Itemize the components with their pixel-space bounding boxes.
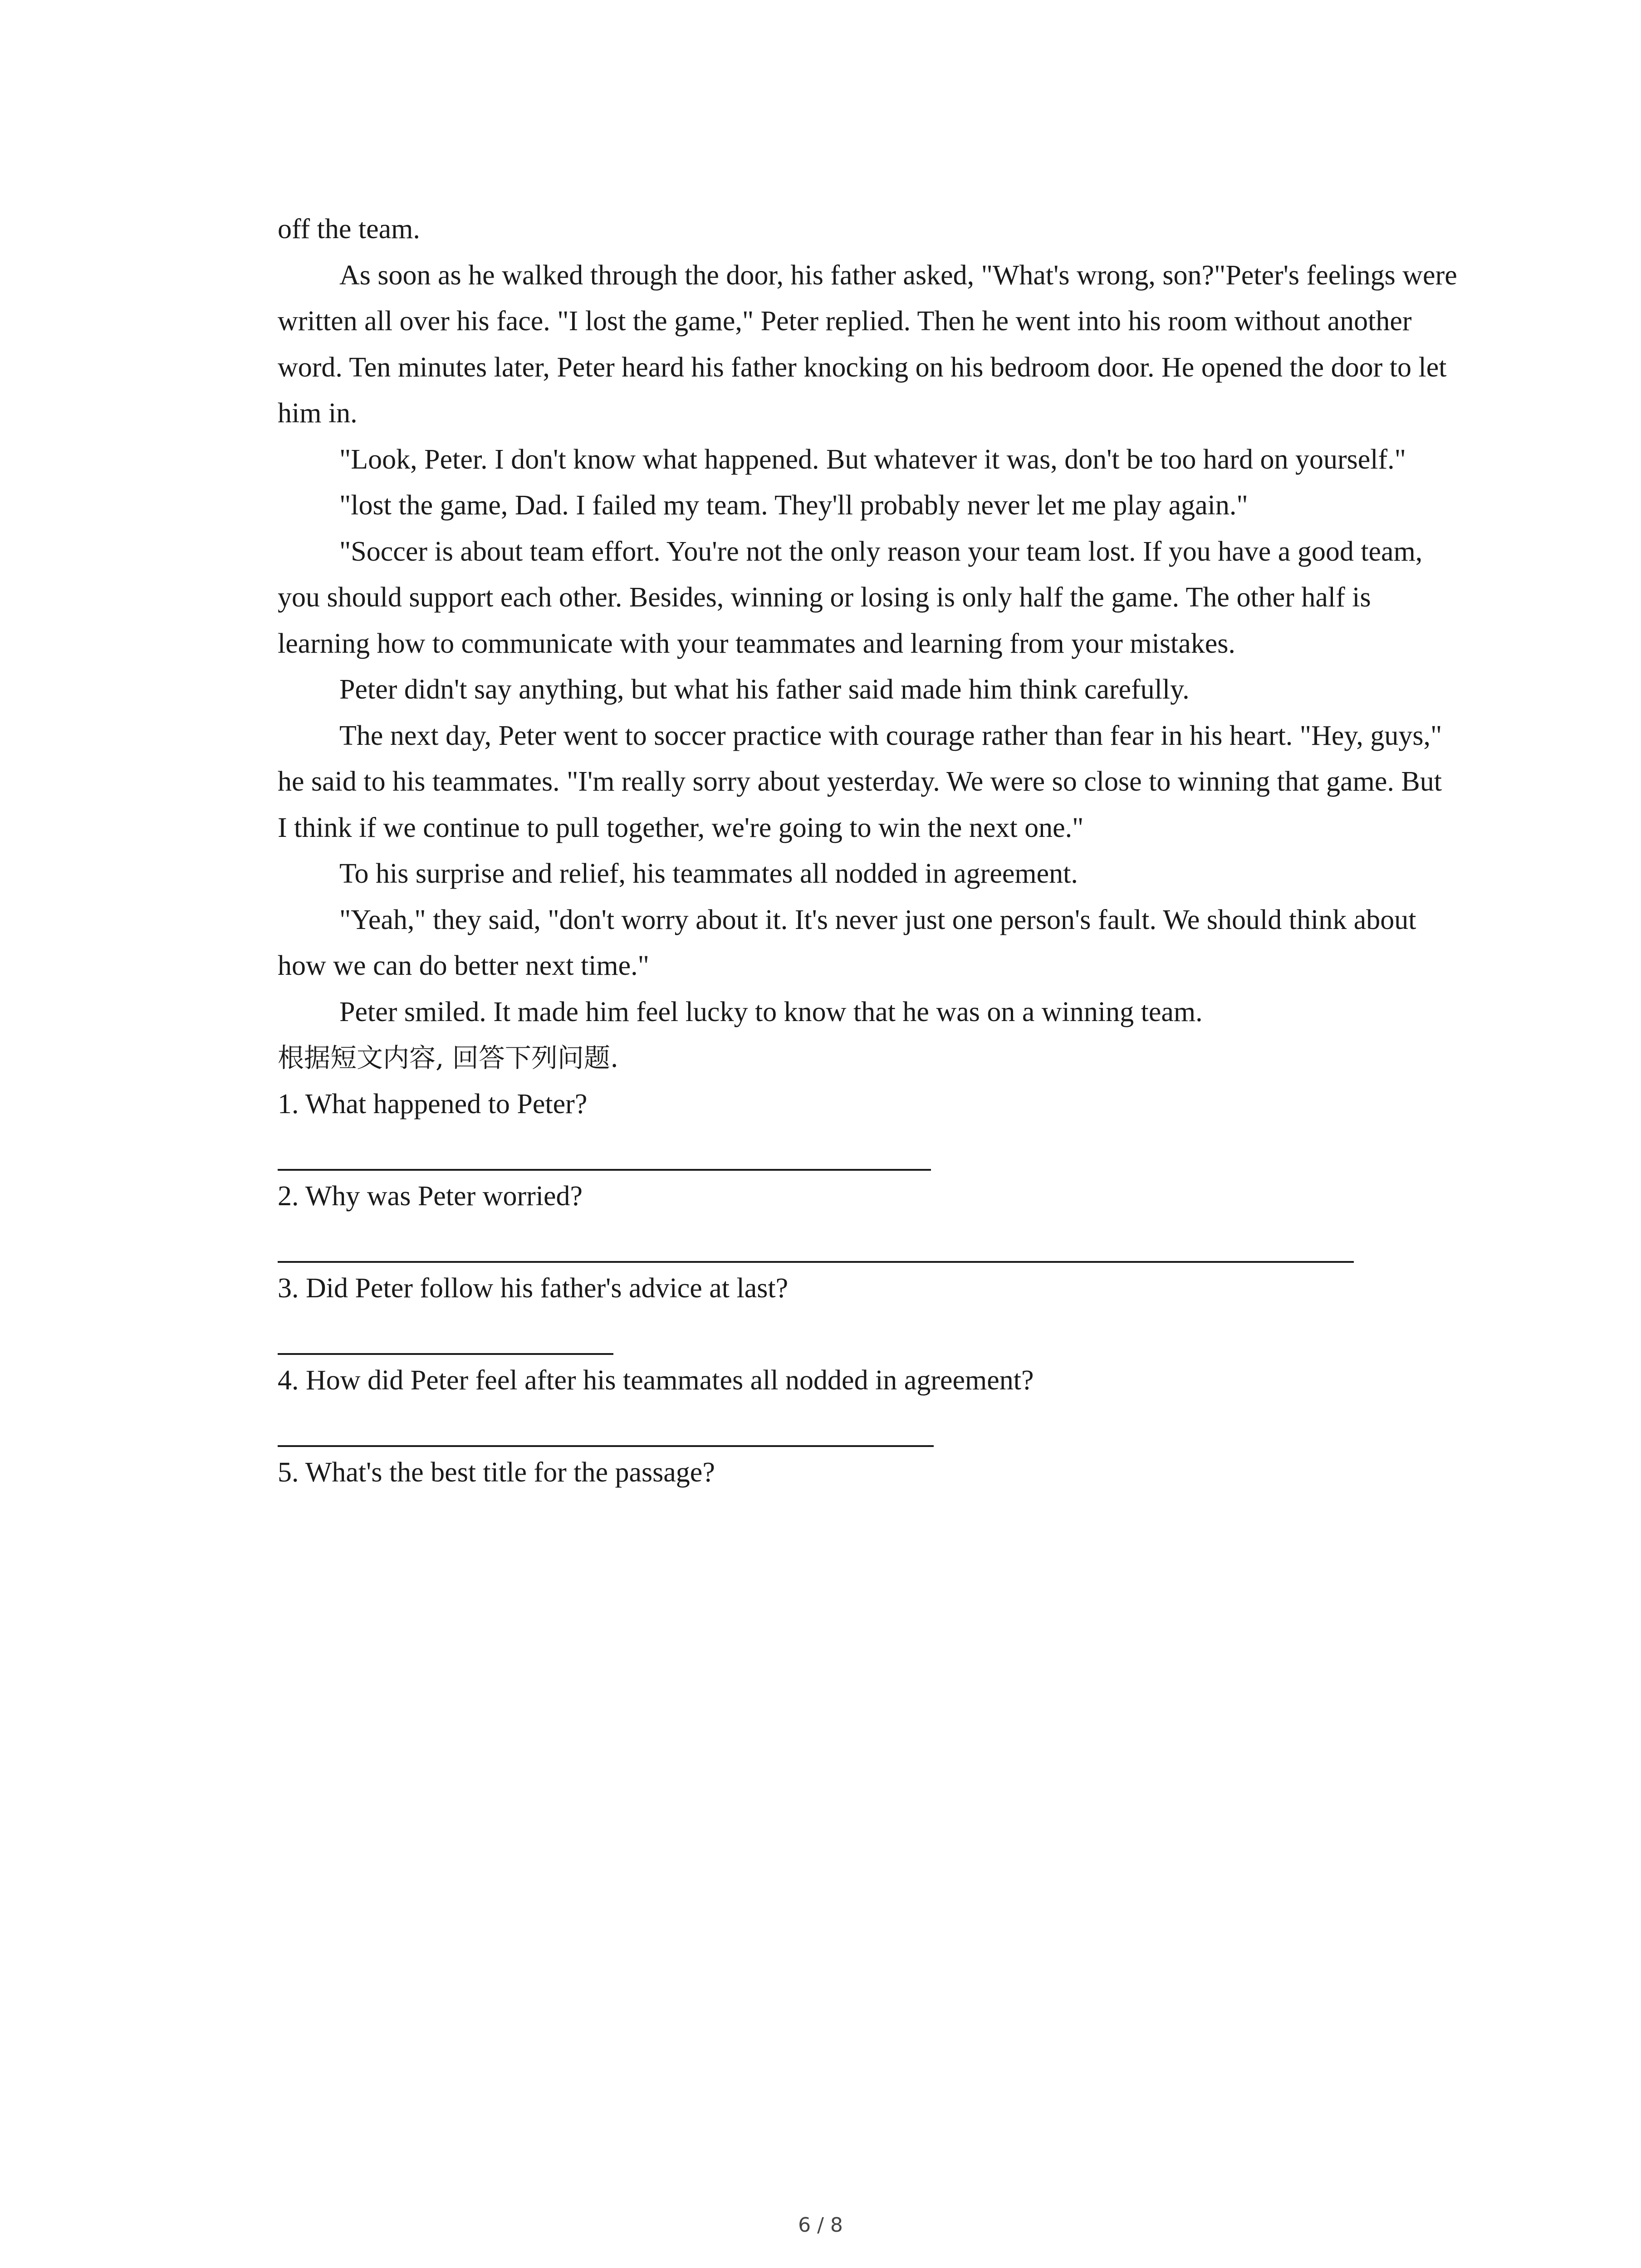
passage-paragraph: As soon as he walked through the door, his father asked, "What's wrong, son?"Peter's feelings were written all over his face. "I lost the game," Peter replied. Then he went into his room without another word. Ten minutes later, Peter heard his father knocking on his bedroom door. He opened the door to let him in. bbox=[278, 259, 1457, 429]
passage-paragraph: "lost the game, Dad. I failed my team. They'll probably never let me play again." bbox=[339, 490, 1248, 521]
instruction: 根据短文内容, 回答下列问题. bbox=[278, 1042, 619, 1073]
answer-underline bbox=[278, 1261, 1354, 1263]
content-area bbox=[278, 206, 1457, 1496]
passage-paragraph: The next day, Peter went to soccer practice with courage rather than fear in his heart. "Hey, guys," he said to his teammates. "I'm really sorry about yesterday. We were so close to winning that game. But I think if we continue to pull together, we're going to win the next one." bbox=[278, 720, 1442, 843]
answer-underline bbox=[278, 1169, 931, 1171]
questions bbox=[278, 1081, 1457, 1496]
answer-line-3[interactable] bbox=[278, 1311, 1457, 1358]
answer-line-4[interactable] bbox=[278, 1403, 1457, 1450]
passage-paragraph: Peter didn't say anything, but what his father said made him think carefully. bbox=[339, 674, 1190, 705]
answer-underline bbox=[278, 1445, 934, 1447]
passage-paragraph: off the team. bbox=[278, 214, 420, 244]
answer-underline bbox=[278, 1353, 613, 1355]
question-5: 5. What's the best title for the passage? bbox=[278, 1457, 715, 1488]
passage-paragraph: To his surprise and relief, his teammates all nodded in agreement. bbox=[339, 858, 1078, 889]
answer-line-1[interactable] bbox=[278, 1127, 1457, 1173]
answer-line-2[interactable] bbox=[278, 1219, 1457, 1266]
passage-paragraph: Peter smiled. It made him feel lucky to know that he was on a winning team. bbox=[339, 996, 1203, 1027]
page-number: 6 / 8 bbox=[798, 2214, 843, 2237]
question-4: 4. How did Peter feel after his teammates all nodded in agreement? bbox=[278, 1364, 1034, 1396]
question-1: 1. What happened to Peter? bbox=[278, 1088, 588, 1119]
passage-paragraph: "Soccer is about team effort. You're not the only reason your team lost. If you have a good team, you should support each other. Besides, winning or losing is only half the game. The other half is learning how to communicate with your teammates and learning from your mistakes. bbox=[278, 536, 1423, 659]
passage bbox=[278, 206, 1457, 1035]
passage-paragraph: "Look, Peter. I don't know what happened. But whatever it was, don't be too hard on yourself." bbox=[339, 444, 1406, 475]
question-3: 3. Did Peter follow his father's advice at last? bbox=[278, 1272, 789, 1304]
question-2: 2. Why was Peter worried? bbox=[278, 1180, 583, 1212]
passage-paragraph: "Yeah," they said, "don't worry about it. It's never just one person's fault. We should think about how we can do better next time." bbox=[278, 904, 1416, 981]
